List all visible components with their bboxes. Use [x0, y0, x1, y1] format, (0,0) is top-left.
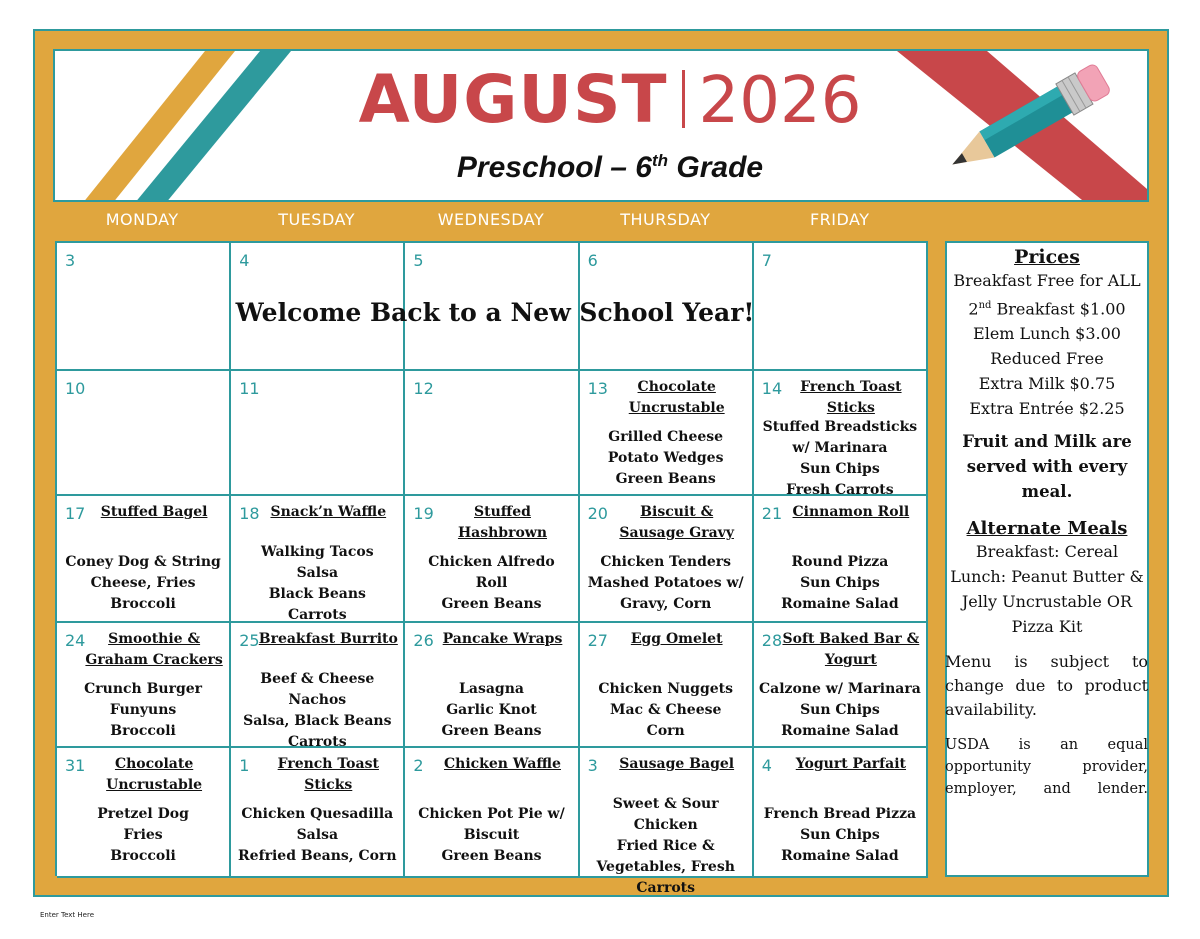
lunch-item: Green Beans: [615, 471, 716, 487]
usda-note: USDA is an equal opportunity provider, employer, and lender.: [945, 737, 1148, 797]
lunch-item: Green Beans: [441, 723, 542, 739]
alternate-lunch: Lunch: Peanut Butter & Jelly Uncrustable OR Pizza Kit: [950, 567, 1144, 637]
lunch-items: [233, 669, 401, 753]
day-number: 31: [65, 756, 86, 775]
breakfast-entree: Sausage Bagel: [619, 756, 735, 772]
day-number: 11: [239, 379, 260, 398]
lunch-item: Grilled Cheese: [608, 429, 724, 445]
day-number: 24: [65, 631, 86, 650]
day-number: 25: [239, 631, 260, 650]
breakfast-entree: Chocolate Uncrustable: [628, 379, 725, 416]
lunch-item: Green Beans: [441, 596, 542, 612]
day-cell: [754, 496, 928, 623]
lunch-item: Stuffed Breadsticks: [762, 419, 918, 435]
day-number: 18: [239, 504, 260, 523]
day-number: 4: [761, 756, 772, 775]
lunch-items: [582, 794, 750, 899]
lunch-item: Biscuit: [463, 827, 520, 843]
breakfast-entree: Snack’n Waffle: [270, 504, 387, 520]
day-number: 14: [761, 379, 783, 398]
lunch-items: [582, 427, 750, 490]
day-cell: [580, 371, 754, 496]
day-cell: [57, 496, 231, 623]
decorative-stripes: [55, 51, 295, 202]
breakfast-entree: French Toast Sticks: [800, 379, 902, 416]
lunch-item: French Bread Pizza: [763, 806, 917, 822]
lunch-item: Beef & Cheese: [260, 671, 375, 687]
lunch-items: [59, 804, 227, 867]
day-number: 6: [587, 251, 598, 270]
prices-section: [947, 246, 1147, 639]
lunch-item: Sweet & Sour Chicken: [612, 796, 719, 833]
day-number: 28: [761, 631, 783, 650]
day-number: 10: [65, 379, 86, 398]
day-number: 21: [761, 504, 783, 523]
lunch-item: Crunch Burger: [84, 681, 203, 697]
day-number: 19: [413, 504, 434, 523]
day-cell: [57, 623, 231, 748]
day-cell: [57, 748, 231, 878]
lunch-item: Chicken Alfredo: [428, 554, 555, 570]
day-number: 26: [413, 631, 434, 650]
alternate-breakfast: Breakfast: Cereal: [975, 542, 1119, 562]
lunch-items: [756, 552, 924, 615]
lunch-item: Lasagna: [459, 681, 524, 697]
breakfast-entree: Stuffed Bagel: [100, 504, 208, 520]
price-breakfast: Breakfast Free for ALL: [953, 271, 1141, 290]
day-number: 20: [587, 504, 608, 523]
fruit-milk-note: Fruit and Milk are served with every meal.: [962, 432, 1132, 502]
day-number: 3: [65, 251, 76, 270]
lunch-item: Broccoli: [110, 723, 176, 739]
year-label: 2026: [698, 64, 862, 138]
lunch-item: Garlic Knot: [446, 702, 537, 718]
day-cell: [405, 748, 579, 878]
lunch-item: Chicken Nuggets: [598, 681, 734, 697]
day-number: 5: [413, 251, 424, 270]
lunch-item: Mashed Potatoes w/: [587, 575, 744, 591]
lunch-item: Sun Chips: [800, 575, 880, 591]
title-divider: [682, 70, 685, 128]
day-cell: [580, 496, 754, 623]
weekday-tuesday: TUESDAY: [278, 210, 355, 229]
lunch-item: Carrots: [287, 607, 347, 623]
lunch-item: Coney Dog & String: [65, 554, 221, 570]
welcome-banner: Welcome Back to a New School Year!: [235, 298, 755, 327]
lunch-item: Refried Beans, Corn: [238, 848, 397, 864]
lunch-items: [756, 804, 924, 867]
footer-placeholder-text: Enter Text Here: [40, 911, 94, 919]
price-reduced: Reduced Free: [990, 349, 1104, 369]
lunch-item: Salsa: [296, 827, 339, 843]
breakfast-entree: Yogurt Parfait: [795, 756, 907, 772]
lunch-item: Salsa: [296, 565, 339, 581]
lunch-item: Corn: [646, 723, 685, 739]
lunch-items: [233, 542, 401, 626]
lunch-items: [407, 552, 575, 615]
breakfast-entree: Stuffed Hashbrown: [457, 504, 548, 541]
lunch-item: Pretzel Dog: [97, 806, 189, 822]
day-cell: [231, 371, 405, 496]
lunch-item: Round Pizza: [791, 554, 889, 570]
day-cell: [57, 243, 231, 371]
lunch-item: Romaine Salad: [781, 596, 899, 612]
lunch-item: w/ Marinara: [792, 440, 888, 456]
menu-change-note: Menu is subject to change due to product availability.: [945, 652, 1148, 719]
day-cell: [57, 371, 231, 496]
weekday-monday: MONDAY: [105, 210, 179, 229]
day-number: 1: [239, 756, 250, 775]
lunch-item: Chicken Tenders: [600, 554, 732, 570]
alternate-meals-title: Alternate Meals: [966, 518, 1128, 540]
day-number: 4: [239, 251, 250, 270]
lunch-item: Vegetables, Fresh: [596, 859, 735, 875]
day-cell: [231, 748, 405, 878]
lunch-item: Funyuns: [109, 702, 177, 718]
breakfast-entree: Biscuit & Sausage Gravy: [619, 504, 734, 541]
breakfast-entree: Egg Omelet: [630, 631, 723, 647]
month-label: AUGUST: [358, 61, 668, 138]
lunch-item: Fries: [123, 827, 163, 843]
lunch-item: Sun Chips: [800, 827, 880, 843]
calendar-grid: [55, 241, 928, 896]
lunch-items: [407, 679, 575, 742]
day-number: 2: [413, 756, 424, 775]
day-number: 27: [587, 631, 608, 650]
breakfast-entree: Chicken Waffle: [444, 756, 561, 772]
lunch-item: Walking Tacos: [260, 544, 374, 560]
lunch-item: Romaine Salad: [781, 723, 899, 739]
lunch-item: Carrots: [287, 734, 347, 750]
lunch-items: [407, 804, 575, 867]
lunch-items: [59, 679, 227, 742]
lunch-item: Nachos: [288, 692, 347, 708]
lunch-item: Calzone w/ Marinara: [759, 681, 921, 697]
day-number: 3: [587, 756, 598, 775]
lunch-item: Chicken Quesadilla: [241, 806, 394, 822]
price-second-breakfast: 2nd Breakfast $1.00: [968, 299, 1126, 319]
breakfast-entree: Smoothie & Graham Crackers: [85, 631, 223, 668]
lunch-item: Broccoli: [110, 596, 176, 612]
day-cell: [754, 371, 928, 496]
lunch-items: [756, 679, 924, 742]
day-cell: [231, 623, 405, 748]
day-cell: [754, 748, 928, 878]
prices-title: Prices: [1014, 246, 1080, 268]
lunch-item: Romaine Salad: [781, 848, 899, 864]
lunch-item: Chicken Pot Pie w/: [418, 806, 565, 822]
day-number: 7: [761, 251, 772, 270]
price-elem-lunch: Elem Lunch $3.00: [973, 324, 1121, 344]
lunch-item: Fried Rice &: [616, 838, 715, 854]
day-cell: [231, 496, 405, 623]
breakfast-entree: Breakfast Burrito: [258, 631, 398, 647]
grade-subtitle: Preschool – 6th Grade: [456, 151, 764, 184]
lunch-item: Broccoli: [110, 848, 176, 864]
lunch-items: [756, 417, 924, 501]
lunch-items: [582, 679, 750, 742]
breakfast-entree: Chocolate Uncrustable: [106, 756, 203, 793]
lunch-items: [582, 552, 750, 615]
price-extra-milk: Extra Milk $0.75: [978, 374, 1116, 394]
weekday-friday: FRIDAY: [809, 210, 870, 229]
weekday-thursday: THURSDAY: [620, 210, 711, 229]
day-number: 12: [413, 379, 434, 398]
lunch-item: Sun Chips: [800, 461, 880, 477]
breakfast-entree: Soft Baked Bar & Yogurt: [782, 631, 920, 668]
lunch-items: [233, 804, 401, 867]
breakfast-entree: Cinnamon Roll: [792, 504, 910, 520]
day-cell: [405, 371, 579, 496]
weekday-wednesday: WEDNESDAY: [437, 210, 545, 229]
day-cell: [405, 623, 579, 748]
lunch-item: Green Beans: [441, 848, 542, 864]
day-cell: [580, 748, 754, 896]
lunch-item: Black Beans: [268, 586, 366, 602]
lunch-item: Carrots: [636, 880, 696, 896]
calendar-header: [53, 49, 1149, 202]
day-number: 17: [65, 504, 86, 523]
price-extra-entree: Extra Entrée $2.25: [969, 399, 1125, 419]
page-title: [300, 61, 920, 138]
day-cell: [754, 623, 928, 748]
weekday-header-row: [55, 210, 927, 234]
lunch-item: Cheese, Fries: [90, 575, 196, 591]
lunch-items: [59, 552, 227, 615]
lunch-item: Sun Chips: [800, 702, 880, 718]
day-cell: [754, 243, 928, 371]
lunch-item: Roll: [475, 575, 508, 591]
breakfast-entree: French Toast Sticks: [277, 756, 379, 793]
lunch-item: Fresh Carrots: [786, 482, 894, 498]
lunch-item: Potato Wedges: [607, 450, 724, 466]
day-cell: [405, 496, 579, 623]
pencil-icon: [912, 59, 1127, 194]
day-number: 13: [587, 379, 608, 398]
breakfast-entree: Pancake Wraps: [442, 631, 563, 647]
lunch-item: Mac & Cheese: [609, 702, 722, 718]
day-cell: [580, 623, 754, 748]
lunch-item: Salsa, Black Beans: [243, 713, 392, 729]
lunch-item: Gravy, Corn: [620, 596, 712, 612]
